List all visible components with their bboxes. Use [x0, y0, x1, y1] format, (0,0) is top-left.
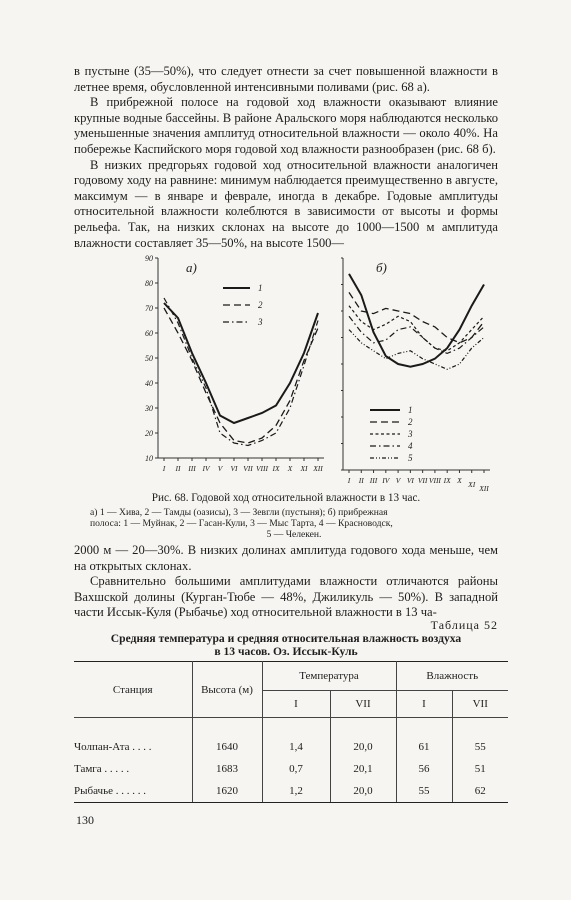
- x-tick-label: VIII: [255, 464, 269, 473]
- table-row: [74, 780, 508, 803]
- legend-label: 3: [408, 429, 413, 439]
- figure-legend-text: [90, 507, 498, 540]
- table-title: [74, 632, 498, 658]
- x-tick-label: I: [347, 476, 351, 485]
- legend-line: полоса: 1 — Муйнак, 2 — Гасан-Кули, 3 — Мыс Тарта, 4 — Красноводск,: [90, 518, 393, 529]
- header-temp-jul: VII: [330, 691, 396, 718]
- series-line-2: [164, 308, 318, 443]
- text-paragraph: 2000 м — 20—30%. В низких долинах амплитуда годового хода меньше, чем на открытых склонах.: [74, 543, 498, 573]
- series-line-1: [349, 274, 484, 367]
- data-table: [74, 661, 508, 803]
- header-humidity: Влажность: [396, 662, 508, 691]
- cell-height: 1683: [192, 758, 262, 780]
- series-line-3: [349, 306, 484, 351]
- x-tick-label: VI: [406, 476, 414, 485]
- panel-label: б): [376, 260, 387, 275]
- x-tick-label: IX: [443, 476, 451, 485]
- x-tick-label: III: [369, 476, 378, 485]
- figure-68: [138, 248, 492, 500]
- humidity-chart: [138, 248, 492, 500]
- figure-caption: Рис. 68. Годовой ход относительной влажности в 13 час.: [151, 492, 421, 504]
- legend-label: 2: [258, 300, 263, 310]
- panel-label: а): [186, 260, 197, 275]
- y-tick-label: 50: [145, 354, 153, 363]
- table-row: [74, 736, 508, 758]
- x-tick-label: IX: [272, 464, 280, 473]
- y-tick-label: 40: [145, 379, 153, 388]
- table-row: [74, 758, 508, 780]
- x-tick-label: VI: [230, 464, 238, 473]
- table-spacer: [74, 718, 508, 737]
- cell-hum-jul: 62: [452, 780, 508, 803]
- y-tick-label: 10: [145, 454, 153, 463]
- header-height: Высота (м): [192, 662, 262, 718]
- cell-hum-jan: 55: [396, 780, 452, 803]
- cell-temp-jan: 1,2: [262, 780, 330, 803]
- text-paragraph: в пустыне (35—50%), что следует отнести за счет повышенной влажности в летнее время, обусловленной интенсивными поливами (рис. 68 а).: [74, 64, 498, 94]
- series-line-5: [349, 330, 484, 370]
- cell-height: 1620: [192, 780, 262, 803]
- x-tick-label: II: [175, 464, 181, 473]
- x-tick-label: XI: [468, 480, 476, 489]
- x-tick-label: X: [457, 476, 462, 485]
- header-temp-jan: I: [262, 691, 330, 718]
- cell-hum-jan: 56: [396, 758, 452, 780]
- header-hum-jan: I: [396, 691, 452, 718]
- x-tick-label: IV: [202, 464, 210, 473]
- cell-height: 1640: [192, 736, 262, 758]
- header-hum-jul: VII: [452, 691, 508, 718]
- y-tick-label: 70: [145, 304, 153, 313]
- header-station: Станция: [74, 662, 192, 718]
- x-tick-label: I: [162, 464, 166, 473]
- text-paragraph: В низких предгорьях годовой ход относительной влажности аналогичен годовому ходу на равнине: минимум наблюдается преимущественно в августе, максимум — в январе и феврале, иногда в декабре. Годовые амплитуды относительной влажности колеблются в зависимости от высоты и формы рельефа. Так, на низких склонах на высоте до 1000—1500 м амплитуда влажности составляет 35—50%, на высоте 1500—: [74, 157, 498, 250]
- table-title-line: Средняя температура и средняя относительная влажность воздуха: [110, 632, 462, 645]
- cell-hum-jul: 51: [474, 763, 486, 775]
- cell-station: Тамга . . . . .: [74, 758, 192, 780]
- legend-line: 5 — Челекен.: [266, 529, 322, 540]
- cell-station: Рыбачье . . . . . .: [74, 780, 192, 803]
- x-tick-label: IV: [382, 476, 390, 485]
- y-tick-label: 20: [145, 429, 153, 438]
- cell-temp-jul: 20,0: [330, 736, 396, 758]
- x-tick-label: XII: [479, 484, 489, 493]
- legend-label: 3: [258, 317, 263, 327]
- text-paragraph: Сравнительно большими амплитудами влажности отличаются районы Вахшской долины (Курган-Тюбе — 48%, Джиликуль — 50%). В западной части Иссык-Куля (Рыбачье) ход относительной влажности в 13 ча-: [74, 574, 498, 620]
- legend-line: а) 1 — Хива, 2 — Тамды (оазисы), 3 — Зевгли (пустыня); б) прибрежная: [90, 507, 388, 518]
- cell-station: Чолпан-Ата . . . .: [74, 736, 192, 758]
- legend-label: 4: [408, 441, 413, 451]
- legend-label: 1: [258, 283, 263, 293]
- y-tick-label: 90: [145, 254, 153, 263]
- y-tick-label: 80: [145, 279, 153, 288]
- x-tick-label: VII: [417, 476, 428, 485]
- x-tick-label: III: [188, 464, 196, 473]
- cell-temp-jan: 0,7: [262, 758, 330, 780]
- cell-temp-jul: 20,0: [330, 780, 396, 803]
- y-tick-label: 30: [145, 404, 153, 413]
- paragraph-top: [74, 64, 498, 251]
- table-title-line: в 13 часов. Оз. Иссык-Куль: [214, 645, 358, 658]
- paragraph-bottom: [74, 543, 498, 621]
- x-tick-label: VIII: [428, 476, 441, 485]
- x-tick-label: II: [358, 476, 364, 485]
- legend-label: 2: [408, 417, 413, 427]
- y-tick-label: 60: [145, 329, 153, 338]
- page-number: 130: [76, 813, 94, 827]
- cell-hum-jan: 61: [396, 736, 452, 758]
- x-tick-label: VII: [243, 464, 253, 473]
- cell-temp-jan: 1,4: [262, 736, 330, 758]
- cell-hum-jul: 55: [474, 741, 486, 753]
- cell-temp-jul: 20,1: [330, 758, 396, 780]
- x-tick-label: X: [287, 464, 293, 473]
- table-header-row: [74, 662, 508, 691]
- text-paragraph: В прибрежной полосе на годовой ход влажности оказывают влияние крупные водные бассейны. В районе Аральского моря наблюдаются несколько уменьшенные значения амплитуд относительной влажности — около 40%. На побережье Каспийского моря годовой ход влажности разнообразен (рис. 68 б).: [74, 95, 498, 156]
- x-tick-label: XI: [300, 464, 308, 473]
- legend-label: 5: [408, 453, 413, 463]
- x-tick-label: V: [217, 464, 223, 473]
- series-line-1: [164, 303, 318, 423]
- x-tick-label: XII: [313, 464, 323, 473]
- table-label: Таблица 52: [430, 618, 498, 632]
- x-tick-label: V: [395, 476, 401, 485]
- legend-label: 1: [408, 405, 413, 415]
- header-temperature: Температура: [262, 662, 396, 691]
